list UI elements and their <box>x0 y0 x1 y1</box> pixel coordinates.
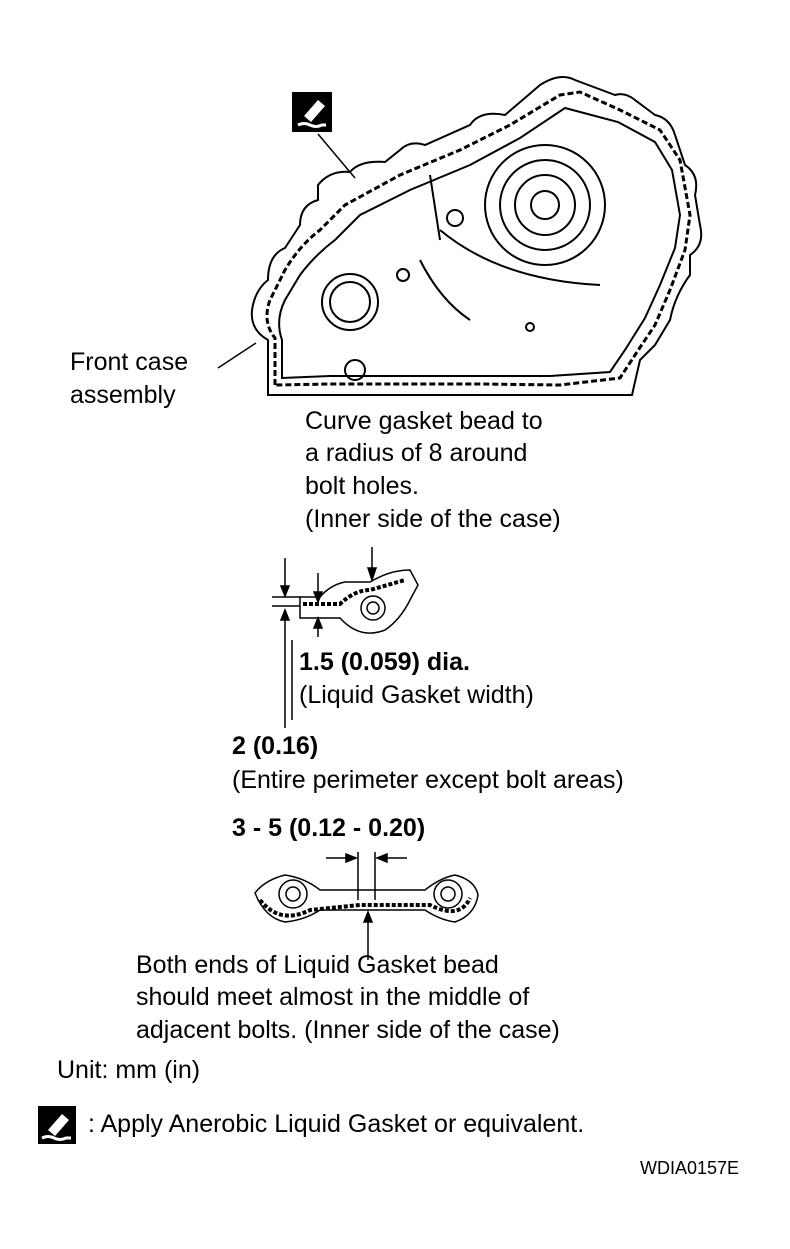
curve-note-line2: a radius of 8 around <box>305 439 528 467</box>
front-case-label-line1: Front case <box>70 348 189 376</box>
perimeter-desc: (Entire perimeter except bolt areas) <box>232 766 624 794</box>
front-case-leader-line <box>218 343 256 368</box>
curve-note-line3: bolt holes. <box>305 472 419 500</box>
overlap-value: 3 - 5 (0.12 - 0.20) <box>232 814 426 842</box>
icon-leader-line <box>318 134 355 178</box>
bead-diameter-value: 1.5 (0.059) dia. <box>299 648 470 676</box>
curve-note-line1: Curve gasket bead to <box>305 407 543 435</box>
front-case-label-line2: assembly <box>70 381 176 409</box>
figure-code: WDIA0157E <box>640 1158 740 1178</box>
bead-overlap-drawing <box>255 852 478 960</box>
perimeter-value: 2 (0.16) <box>232 732 319 760</box>
curve-note-line4: (Inner side of the case) <box>305 505 561 533</box>
ends-note-line3: adjacent bolts. (Inner side of the case) <box>136 1016 560 1044</box>
legend-liquid-gasket-icon <box>38 1106 76 1144</box>
legend-text: : Apply Anerobic Liquid Gasket or equivalent. <box>88 1110 585 1138</box>
ends-note-line1: Both ends of Liquid Gasket bead <box>136 951 499 979</box>
liquid-gasket-icon <box>292 92 332 132</box>
ends-note-line2: should meet almost in the middle of <box>136 983 530 1011</box>
bead-diameter-desc: (Liquid Gasket width) <box>299 681 534 709</box>
unit-label: Unit: mm (in) <box>57 1056 201 1084</box>
